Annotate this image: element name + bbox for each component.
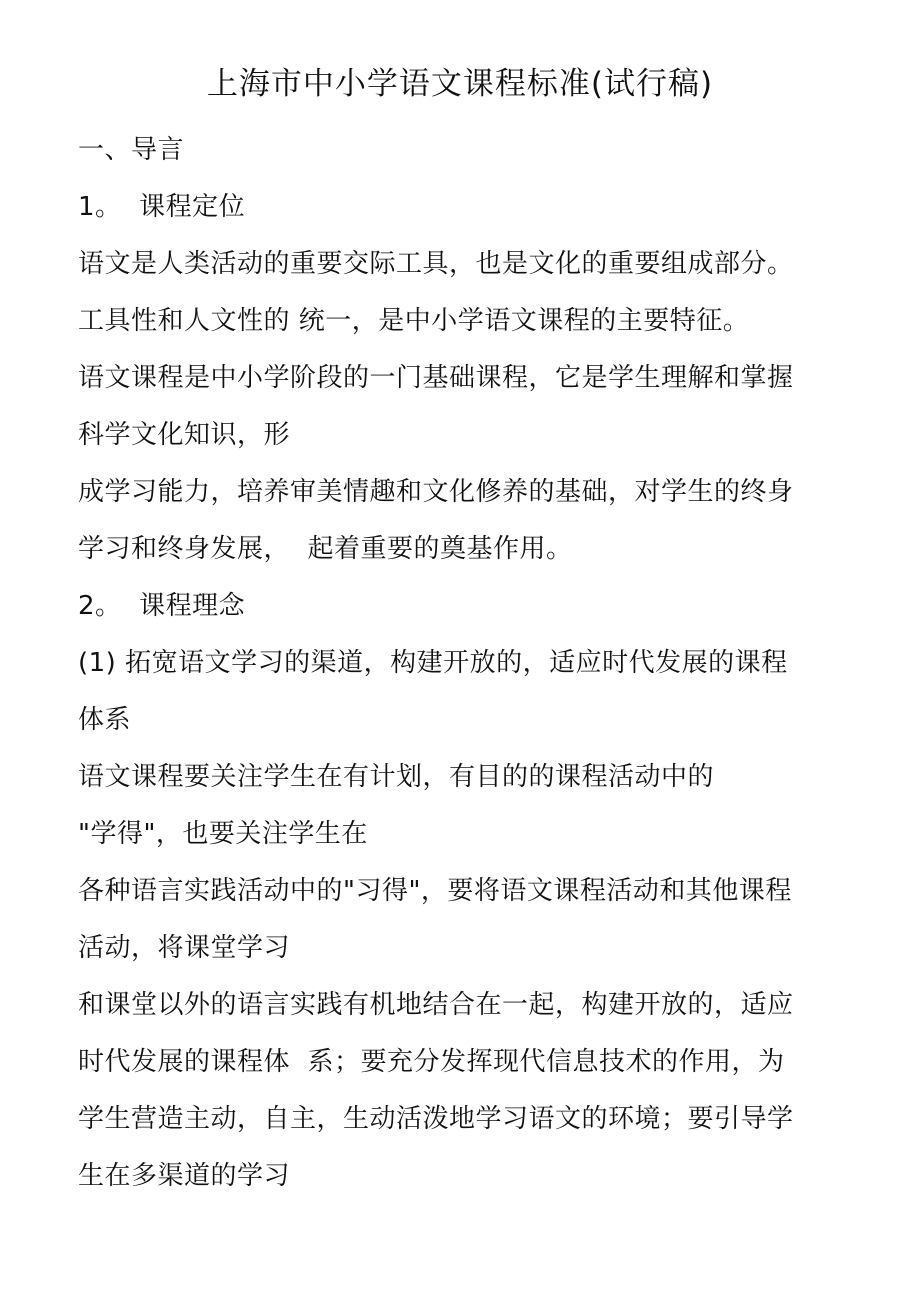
body-text-line: 时代发展的课程体 系；要充分发挥现代信息技术的作用，为 [78,1047,785,1077]
body-text-line: 成学习能力，培养审美情趣和文化修养的基础，对学生的终身 [78,477,794,507]
body-text-line: 语文是人类活动的重要交际工具，也是文化的重要组成部分。 [78,249,794,279]
body-text-line: 和课堂以外的语言实践有机地结合在一起，构建开放的，适应 [78,990,794,1020]
body-text-line: 学生营造主动，自主，生动活泼地学习语文的环境；要引导学 [78,1104,794,1134]
body-text-line: 体系 [78,705,132,735]
body-text-line: 各种语言实践活动中的"习得"，要将语文课程活动和其他课程 [78,876,792,906]
body-text-line: 科学文化知识，形 [78,420,291,450]
subsection-heading-concept: 2。 课程理念 [78,591,246,621]
body-text-line: 工具性和人文性的 统一，是中小学语文课程的主要特征。 [78,306,750,336]
body-text-line: "学得"，也要关注学生在 [78,819,368,849]
document-title: 上海市中小学语文课程标准(试行稿) [206,66,714,102]
section-heading-intro: 一、导言 [78,135,185,165]
subsection-heading-positioning: 1。 课程定位 [78,192,246,222]
body-text-line: 学习和终身发展， 起着重要的奠基作用。 [78,534,573,564]
body-text-line: 活动，将课堂学习 [78,933,291,963]
body-text-line: 语文课程要关注学生在有计划，有目的的课程活动中的 [78,762,715,792]
body-text-line: 生在多渠道的学习 [78,1161,291,1191]
body-text-line: 语文课程是中小学阶段的一门基础课程，它是学生理解和掌握 [78,363,794,393]
body-text-line: (1) 拓宽语文学习的渠道，构建开放的，适应时代发展的课程 [78,648,788,678]
